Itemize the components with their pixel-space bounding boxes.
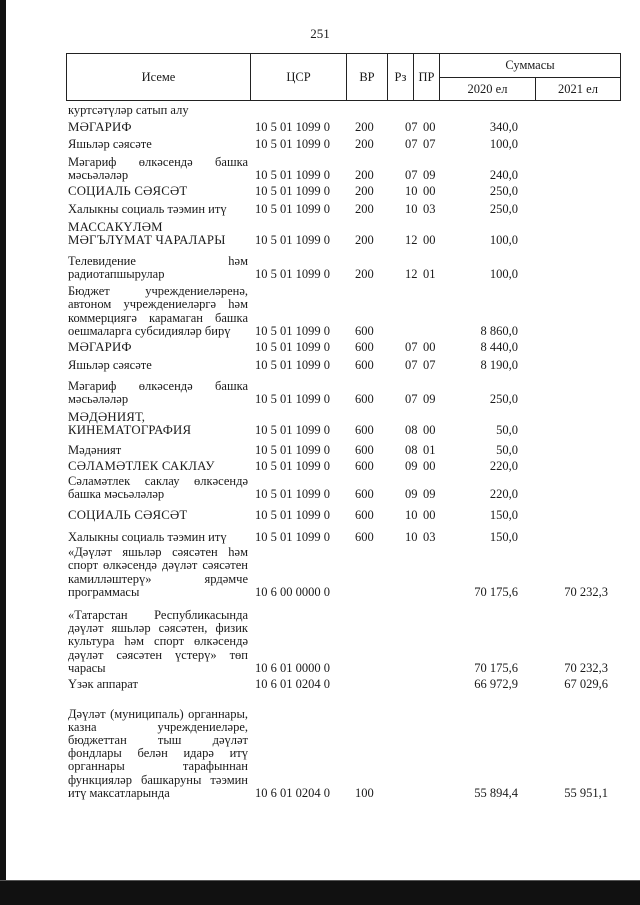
row-pr: 09	[423, 168, 436, 182]
row-name: Үзәк аппарат	[68, 676, 138, 691]
row-name: МӘГАРИФ	[68, 339, 132, 354]
row-csr: 10 5 01 1099 0	[255, 340, 330, 354]
table-row	[68, 475, 618, 501]
row-vr: 600	[355, 340, 374, 354]
row-pr: 00	[423, 184, 436, 198]
row-vr: 100	[355, 786, 374, 800]
row-vr: 600	[355, 358, 374, 372]
row-csr: 10 5 01 1099 0	[255, 487, 330, 501]
row-name: СӘЛАМӘТЛЕК САКЛАУ	[68, 458, 215, 473]
row-vr: 600	[355, 443, 374, 457]
row-sum-2021: 70 232,3	[564, 585, 608, 599]
row-csr: 10 5 01 1099 0	[255, 392, 330, 406]
row-name: куртсәтүләр сатып алу	[68, 102, 189, 117]
table-row	[68, 120, 618, 134]
row-name: Телевидение һәм радиотапшырулар	[68, 253, 248, 281]
row-csr: 10 5 01 1099 0	[255, 459, 330, 473]
row-name: СОЦИАЛЬ СӘЯСӘТ	[68, 507, 188, 522]
row-name: «Дәүләт яшьләр сәясәтен һәм спорт өлкәсендә дәүләт сәясәтен камилләштерү» ярдәмче программасы	[68, 545, 248, 599]
table-row	[68, 609, 618, 675]
row-csr: 10 5 01 1099 0	[255, 233, 330, 247]
row-pr: 00	[423, 423, 436, 437]
header-rz: Рз	[388, 54, 414, 100]
row-vr: 600	[355, 530, 374, 544]
row-rz: 12	[405, 267, 418, 281]
row-pr: 03	[423, 530, 436, 544]
row-vr: 600	[355, 487, 374, 501]
table-row	[68, 156, 618, 182]
row-pr: 00	[423, 120, 436, 134]
row-pr: 00	[423, 340, 436, 354]
table-row	[68, 696, 618, 800]
row-pr: 01	[423, 443, 436, 457]
row-rz: 09	[405, 459, 418, 473]
row-rz: 07	[405, 392, 418, 406]
row-csr: 10 5 01 1099 0	[255, 508, 330, 522]
header-2020: 2020 ел	[440, 78, 536, 100]
page-number: 251	[310, 26, 330, 41]
row-rz: 10	[405, 184, 418, 198]
table-row	[68, 103, 618, 117]
row-sum-2020: 50,0	[496, 423, 518, 437]
table-row	[68, 184, 618, 198]
row-vr: 200	[355, 233, 374, 247]
row-vr: 200	[355, 137, 374, 151]
row-vr: 600	[355, 423, 374, 437]
row-csr: 10 5 01 1099 0	[255, 423, 330, 437]
row-rz: 07	[405, 120, 418, 134]
row-rz: 07	[405, 358, 418, 372]
row-vr: 600	[355, 459, 374, 473]
row-pr: 01	[423, 267, 436, 281]
row-pr: 00	[423, 508, 436, 522]
table-row	[68, 530, 618, 544]
row-name: МӘГАРИФ	[68, 119, 132, 134]
row-csr: 10 5 01 1099 0	[255, 137, 330, 151]
row-rz: 08	[405, 423, 418, 437]
row-vr: 200	[355, 267, 374, 281]
row-csr: 10 6 01 0000 0	[255, 661, 330, 675]
row-csr: 10 5 01 1099 0	[255, 120, 330, 134]
row-pr: 09	[423, 392, 436, 406]
row-rz: 10	[405, 202, 418, 216]
row-sum-2020: 220,0	[489, 459, 518, 473]
table-row	[68, 508, 618, 522]
row-pr: 07	[423, 358, 436, 372]
row-vr: 600	[355, 392, 374, 406]
row-sum-2020: 100,0	[489, 137, 518, 151]
row-name: Сәламәтлек саклау өлкәсендә башка мәсьәләләр	[68, 473, 248, 501]
row-sum-2020: 70 175,6	[474, 585, 518, 599]
row-csr: 10 5 01 1099 0	[255, 443, 330, 457]
table-row	[68, 255, 618, 281]
table-row	[68, 340, 618, 354]
row-rz: 08	[405, 443, 418, 457]
row-csr: 10 5 01 1099 0	[255, 358, 330, 372]
header-2021: 2021 ел	[558, 81, 598, 96]
row-sum-2020: 150,0	[489, 530, 518, 544]
row-name: Халыкны социаль тәэмин итү	[68, 201, 227, 216]
row-vr: 200	[355, 202, 374, 216]
row-pr: 07	[423, 137, 436, 151]
row-csr: 10 5 01 1099 0	[255, 202, 330, 216]
row-name: Бюджет учреждениеләренә, автоном учреждениеләргә һәм коммерциягә карамаган башка оешмаларга субсидияләр бирү	[68, 284, 248, 338]
scan-edge-left	[0, 0, 6, 905]
row-rz: 09	[405, 487, 418, 501]
row-name: Мәгариф өлкәсендә башка мәсьәләләр	[68, 154, 248, 182]
row-rz: 12	[405, 233, 418, 247]
row-name: «Татарстан Республикасында дәүләт яшьләр сәясәтен, физик культура һәм спорт өлкәсендә дәүләт сәясәтен үстерү» төп чарасы	[68, 607, 248, 675]
row-sum-2021: 55 951,1	[564, 786, 608, 800]
header-vr: ВР	[347, 54, 388, 100]
row-name: Яшьләр сәясәте	[68, 357, 152, 372]
row-name: Дәүләт (муниципаль) органнары, казна учреждениеләре, бюджеттан тыш дәүләт фондлары белән идарә итү органнары тарафыннан функцияләр башкаруны тәэмин итү максатларында	[68, 706, 248, 800]
row-pr: 00	[423, 459, 436, 473]
row-sum-2020: 70 175,6	[474, 661, 518, 675]
row-csr: 10 6 00 0000 0	[255, 585, 330, 599]
table-row	[68, 547, 618, 599]
row-sum-2020: 100,0	[489, 267, 518, 281]
table-row	[68, 137, 618, 151]
table-row	[68, 459, 618, 473]
row-rz: 07	[405, 137, 418, 151]
table-row	[68, 358, 618, 372]
row-sum-2020: 250,0	[489, 202, 518, 216]
header-sum: Суммасы	[440, 54, 620, 78]
row-csr: 10 5 01 1099 0	[255, 530, 330, 544]
table-row	[68, 677, 618, 691]
row-sum-2020: 250,0	[489, 392, 518, 406]
header-pr: ПР	[414, 54, 440, 100]
row-rz: 07	[405, 168, 418, 182]
row-csr: 10 5 01 1099 0	[255, 168, 330, 182]
row-vr: 200	[355, 168, 374, 182]
row-sum-2020: 66 972,9	[474, 677, 518, 691]
table-row	[68, 443, 618, 457]
row-rz: 10	[405, 530, 418, 544]
scan-edge-bottom	[0, 881, 640, 905]
row-vr: 600	[355, 508, 374, 522]
row-csr: 10 6 01 0204 0	[255, 786, 330, 800]
table-row	[68, 286, 618, 338]
row-name: Яшьләр сәясәте	[68, 136, 152, 151]
row-sum-2021: 67 029,6	[564, 677, 608, 691]
row-name: СОЦИАЛЬ СӘЯСӘТ	[68, 183, 188, 198]
row-sum-2020: 240,0	[489, 168, 518, 182]
row-sum-2020: 55 894,4	[474, 786, 518, 800]
table-row	[68, 221, 618, 247]
table-header	[66, 53, 621, 101]
row-sum-2020: 8 190,0	[480, 358, 518, 372]
row-name: Мәдәният	[68, 442, 122, 457]
row-sum-2020: 220,0	[489, 487, 518, 501]
row-sum-2020: 50,0	[496, 443, 518, 457]
header-name: Исеме	[67, 54, 251, 100]
row-csr: 10 5 01 1099 0	[255, 267, 330, 281]
row-pr: 00	[423, 233, 436, 247]
row-rz: 07	[405, 340, 418, 354]
row-sum-2020: 340,0	[489, 120, 518, 134]
row-sum-2020: 100,0	[489, 233, 518, 247]
row-sum-2020: 8 860,0	[480, 324, 518, 338]
row-name: Халыкны социаль тәэмин итү	[68, 529, 227, 544]
table-row	[68, 202, 618, 216]
row-csr: 10 5 01 1099 0	[255, 184, 330, 198]
header-csr: ЦСР	[251, 54, 347, 100]
row-vr: 200	[355, 120, 374, 134]
row-csr: 10 5 01 1099 0	[255, 324, 330, 338]
row-rz: 10	[405, 508, 418, 522]
row-name: МӘДӘНИЯТ, КИНЕМАТОГРАФИЯ	[68, 409, 192, 437]
row-name: Мәгариф өлкәсендә башка мәсьәләләр	[68, 378, 248, 406]
table-row	[68, 411, 618, 437]
row-pr: 09	[423, 487, 436, 501]
row-sum-2020: 250,0	[489, 184, 518, 198]
row-name: МАССАКҮЛӘМ МӘГЪЛҮМАТ ЧАРАЛАРЫ	[68, 219, 226, 247]
row-sum-2021: 70 232,3	[564, 661, 608, 675]
table-row	[68, 380, 618, 406]
row-vr: 600	[355, 324, 374, 338]
row-sum-2020: 150,0	[489, 508, 518, 522]
row-vr: 200	[355, 184, 374, 198]
row-csr: 10 6 01 0204 0	[255, 677, 330, 691]
row-sum-2020: 8 440,0	[480, 340, 518, 354]
row-pr: 03	[423, 202, 436, 216]
